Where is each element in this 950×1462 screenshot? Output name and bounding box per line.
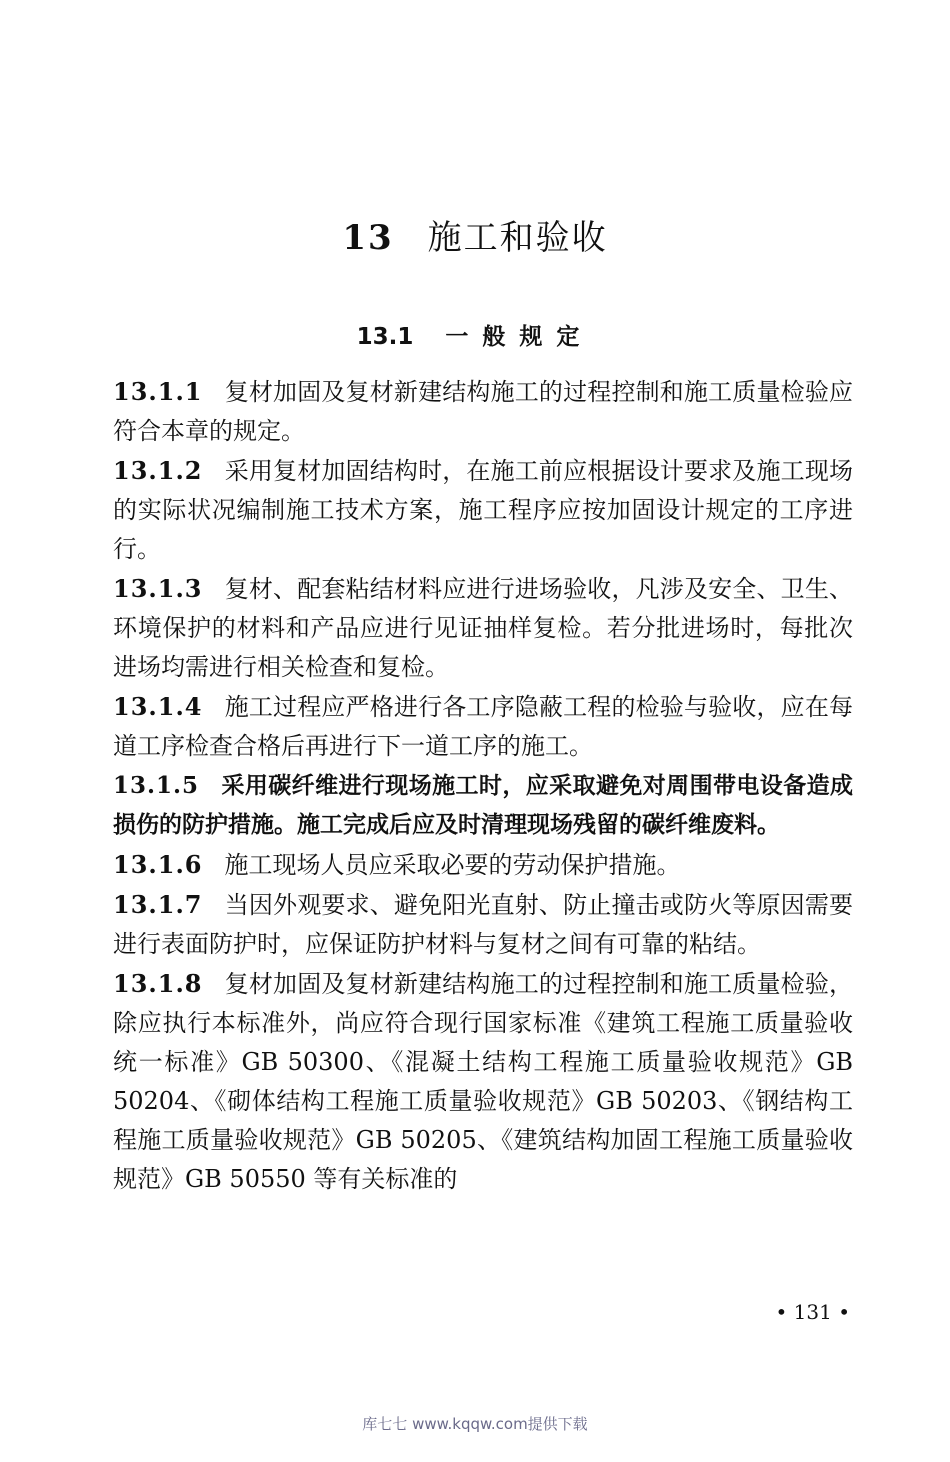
section-number: 13.1 bbox=[356, 324, 414, 350]
clause-text: 采用复材加固结构时，在施工前应根据设计要求及施工现场的实际状况编制施工技术方案，施工程序应按加固设计规定的工序进行。 bbox=[113, 457, 853, 563]
clause-text: 复材加固及复材新建结构施工的过程控制和施工质量检验应符合本章的规定。 bbox=[113, 378, 853, 445]
clause-number: 13.1.3 bbox=[113, 574, 203, 603]
clause-text: 采用碳纤维进行现场施工时，应采取避免对周围带电设备造成损伤的防护措施。施工完成后应及时清理现场残留的碳纤维废料。 bbox=[113, 773, 853, 838]
section-heading bbox=[0, 318, 950, 351]
clause-text: 复材、配套粘结材料应进行进场验收，凡涉及安全、卫生、环境保护的材料和产品应进行见证抽样复检。若分批进场时，每批次进场均需进行相关检查和复检。 bbox=[113, 575, 853, 681]
chapter-heading bbox=[0, 210, 950, 259]
clause-13-1-3 bbox=[113, 569, 853, 687]
clause-number: 13.1.4 bbox=[113, 692, 203, 721]
clause-number: 13.1.1 bbox=[113, 377, 203, 406]
clause-13-1-6 bbox=[113, 845, 853, 885]
clause-13-1-7 bbox=[113, 885, 853, 964]
clause-text: 当因外观要求、避免阳光直射、防止撞击或防火等原因需要进行表面防护时，应保证防护材料与复材之间有可靠的粘结。 bbox=[113, 891, 853, 958]
clause-text: 施工过程应严格进行各工序隐蔽工程的检验与验收，应在每道工序检查合格后再进行下一道工序的施工。 bbox=[113, 693, 853, 760]
clause-list bbox=[113, 372, 853, 1199]
clause-text: 施工现场人员应采取必要的劳动保护措施。 bbox=[224, 851, 681, 879]
clause-number: 13.1.2 bbox=[113, 456, 203, 485]
page-number: • 131 • bbox=[775, 1300, 850, 1324]
section-title: 一般规定 bbox=[445, 324, 594, 350]
clause-number: 13.1.6 bbox=[113, 850, 203, 879]
watermark-footer: 库七七 www.kqqw.com提供下载 bbox=[362, 1415, 588, 1433]
chapter-title: 施工和验收 bbox=[427, 218, 608, 258]
clause-number: 13.1.7 bbox=[113, 890, 203, 919]
clause-13-1-2 bbox=[113, 451, 853, 569]
clause-13-1-4 bbox=[113, 687, 853, 766]
clause-13-1-8 bbox=[113, 964, 853, 1199]
clause-text: 复材加固及复材新建结构施工的过程控制和施工质量检验，除应执行本标准外，尚应符合现行国家标准《建筑工程施工质量验收统一标准》GB 50300、《混凝土结构工程施工质量验收规范》GB 50204、《砌体结构工程施工质量验收规范》GB 50203、《钢结构工程施工质量验收规范》GB 50205、《建筑结构加固工程施工质量验收规范》GB 50550 等有关标准的 bbox=[113, 970, 853, 1193]
clause-number: 13.1.8 bbox=[113, 969, 203, 998]
clause-number: 13.1.5 bbox=[113, 772, 200, 799]
clause-13-1-5-mandatory bbox=[113, 766, 853, 845]
chapter-number: 13 bbox=[342, 218, 394, 258]
clause-13-1-1 bbox=[113, 372, 853, 451]
